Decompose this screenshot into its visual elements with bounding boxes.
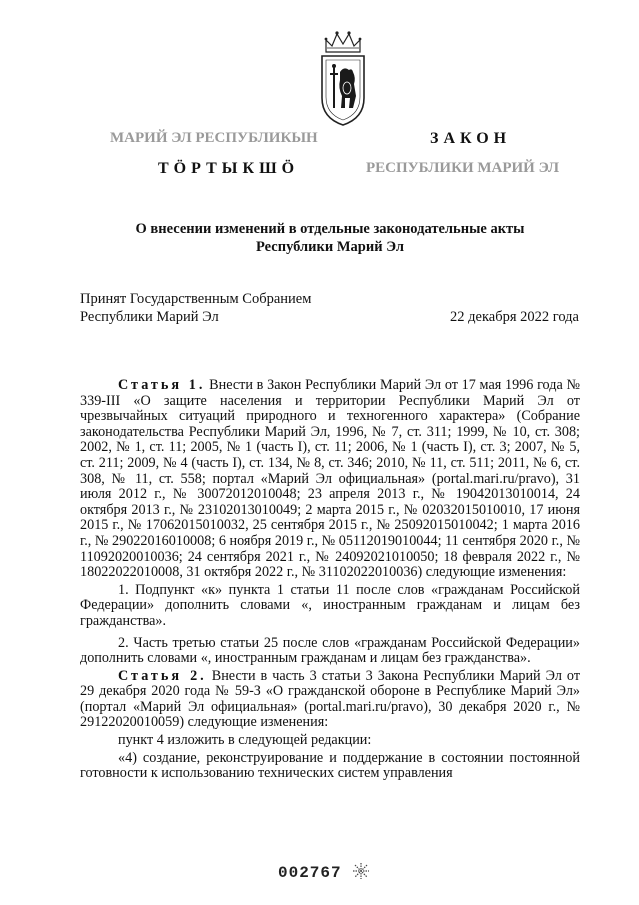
article-1-label: Статья 1.: [118, 377, 206, 393]
adoption-line2: Республики Марий Эл: [80, 309, 219, 325]
header-law-title: ЗАКОН: [430, 130, 512, 147]
article-2-label: Статья 2.: [118, 667, 207, 684]
snowflake-icon: [352, 862, 370, 880]
document-title-line1: О внесении изменений в отдельные законодательные акты: [135, 221, 525, 237]
adoption-line1: Принят Государственным Собранием: [80, 291, 312, 307]
article-1-item-1: 1. Подпункт «к» пункта 1 статьи 11 после слов «гражданам Российской Федерации» дополнить словами «, иностранным гражданам и лицам без гражданства».: [80, 581, 580, 629]
header-republic-ru: РЕСПУБЛИКИ МАРИЙ ЭЛ: [366, 160, 560, 176]
header-law-title-mari: ТӦРТЫКШӦ: [158, 160, 300, 177]
article-2-text: Внести в часть 3 статьи 3 Закона Республики Марий Эл от 29 декабря 2020 года № 59-З «О гражданской обороне в Республике Марий Эл» (портал «Марий Эл официальная» (portal.mari.ru/pravo), 30 декабря 2020 г., № 29122020010059) следующие изменения:: [80, 667, 581, 731]
article-2-item-4: «4) создание, реконструирование и поддержание в состоянии постоянной готовности к использованию технических систем управления: [80, 749, 580, 782]
document-title-line2: Республики Марий Эл: [256, 239, 404, 255]
article-2-item-intro: пункт 4 изложить в следующей редакции:: [118, 732, 372, 749]
adoption-date: 22 декабря 2022 года: [450, 309, 579, 325]
article-1-item-2: 2. Часть третью статьи 25 после слов «гражданам Российской Федерации» дополнить словами «, иностранным гражданам и лицам без гражданства».: [80, 634, 580, 667]
coat-of-arms-icon: [318, 28, 368, 128]
document-body: [80, 378, 580, 782]
header-republic-mari: МАРИЙ ЭЛ РЕСПУБЛИКЫН: [110, 130, 318, 146]
serial-number: 002767: [278, 864, 342, 882]
adoption-info: [80, 290, 311, 326]
article-2: [80, 669, 580, 731]
document-title: [60, 220, 600, 256]
article-1: [80, 378, 580, 581]
article-1-text: Внести в Закон Республики Марий Эл от 17 мая 1996 года № 339-III «О защите населения и территории Республики Марий Эл от чрезвычайных ситуаций природного и техногенного характера» (Собрание законодательства Республики Марий Эл, 1996, № 7, ст. 311; 1999, № 10, ст. 308; 2002, № 1, ст. 11; 2005, № 1 (часть I), ст. 11; 2006, № 1 (часть I), ст. 3; 2007, № 5, ст. 211; 2009, № 4 (часть I), ст. 134, № 8, ст. 346; 2010, № 11, ст. 511; 2011, № 6, ст. 308, № 11, ст. 558; портал «Марий Эл официальная» (portal.mari.ru/pravo), 31 июля 2012 г., № 30072012010048; 23 апреля 2013 г., № 19042013010014, 24 октября 2013 г., № 23102013010049; 2 марта 2015 г., № 02032015010010, 17 июня 2015 г., № 17062015010032, 25 сентября 2015 г., № 25092015010042; 1 марта 2016 г., № 29022016010008; 6 ноября 2019 г., № 05112019010044; 11 сентября 2020 г., № 11092020010036; 24 сентября 2021 г., № 24092021010050; 18 февраля 2022 г., № 18022022010008, 31 октября 2022 г., № 31102022010036) следующие изменения:: [80, 377, 580, 581]
